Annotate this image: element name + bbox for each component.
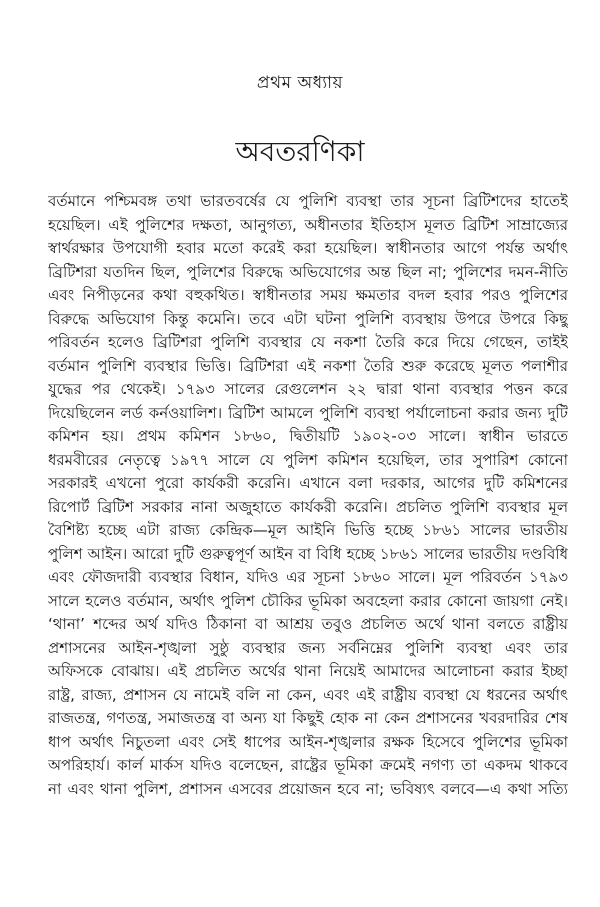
text-line: পুলিশ আইন। আরো দুটি গুরুত্বপূর্ণ আইন বা বিধি হচ্ছে ১৮৬১ সালের ভারতীয় দণ্ডবিধি (48, 544, 568, 563)
chapter-label: প্রথম অধ্যায় (256, 73, 344, 93)
chapter-title: অবতরণিকা (235, 135, 365, 168)
text-line: রাজতন্ত্র, গণতন্ত্র, সমাজতন্ত্র বা অন্য যা কিছুই হোক না কেন প্রশাসনের খবরদারির শেষ (48, 709, 568, 727)
text-line: বৈশিষ্ট্য হচ্ছে এটা রাজ্য কেন্দ্রিক—মূল আইনি ভিত্তি হচ্ছে ১৮৬১ সালের ভারতীয় (48, 521, 568, 539)
text-line: ব্রিটিশরা যতদিন ছিল, পুলিশের বিরুদ্ধে অভিযোগের অন্ত ছিল না; পুলিশের দমন-নীতি (48, 262, 568, 281)
text-line: সরকারই এখনো পুরো কার্যকরী করেনি। এখানে বলা দরকার, আগের দুটি কমিশনের (48, 474, 568, 492)
text-line: ধরমবীরের নেতৃত্বে ১৯৭৭ সালে যে পুলিশ কমিশন হয়েছিল, তার সুপারিশ কোনো (48, 450, 568, 469)
text-line: সালে হলেও বর্তমান, অর্থাৎ পুলিশ চৌকির ভূমিকা অবহেলা করার কোনো জায়গা নেই। (48, 591, 568, 610)
text-line: প্রশাসনের আইন-শৃঙ্খলা সুষ্ঠু ব্যবস্থার জন্য সর্বনিম্নের পুলিশি ব্যবস্থা এবং তার (48, 638, 568, 657)
text-line: এবং নিপীড়নের কথা বহুকথিত। স্বাধীনতার সময় ক্ষমতার বদল হবার পরও পুলিশের (48, 286, 568, 304)
text-line: ‘থানা’ শব্দের অর্থ যদিও ঠিকানা বা আশ্রয় তবুও প্রচলিত অর্থে থানা বলতে রাষ্ট্রীয় (48, 615, 568, 633)
text-line: হয়েছিল। এই পুলিশের দক্ষতা, আনুগত্য, অধীনতার ইতিহাস মূলত ব্রিটিশ সাম্রাজ্যের (48, 215, 568, 234)
text-line: রাষ্ট্র, রাজ্য, প্রশাসন যে নামেই বলি না কেন, এবং এই রাষ্ট্রীয় ব্যবস্থা যে ধরনের অর্থাৎ (48, 685, 568, 704)
text-line: স্বার্থরক্ষার উপযোগী হবার মতো করেই করা হয়েছিল। স্বাধীনতার আগে পর্যন্ত অর্থাৎ (48, 239, 568, 257)
text-line: পরিবর্তন হলেও ব্রিটিশরা পুলিশি ব্যবস্থার যে নকশা তৈরি করে দিয়ে গেছেন, তাইই (48, 333, 568, 351)
text-line: এবং ফৌজদারী ব্যবস্থার বিধান, যদিও এর সূচনা ১৮৬০ সালে। মূল পরিবর্তন ১৭৯৩ (48, 568, 568, 586)
text-line: বর্তমান পুলিশি ব্যবস্থার ভিত্তি। ব্রিটিশরা এই নকশা তৈরি শুরু করেছে মূলত পলাশীর (48, 356, 568, 375)
text-line: দিয়েছিলেন লর্ড কর্নওয়ালিশ। ব্রিটিশ আমলে পুলিশি ব্যবস্থা পর্যালোচনা করার জন্য দুটি (48, 403, 568, 422)
text-line: কমিশন হয়। প্রথম কমিশন ১৮৬০, দ্বিতীয়টি ১৯০২-০৩ সালে। স্বাধীন ভারতে (48, 427, 568, 445)
text-line: যুদ্ধের পর থেকেই। ১৭৯৩ সালের রেগুলেশন ২২ দ্বারা থানা ব্যবস্থার পত্তন করে (48, 380, 568, 398)
text-line: বিরুদ্ধে অভিযোগ কিন্তু কমেনি। তবে এটা ঘটনা পুলিশি ব্যবস্থায় উপরে উপরে কিছু (48, 309, 568, 328)
text-line: না এবং থানা পুলিশ, প্রশাসন এসবের প্রয়োজন হবে না; ভবিষ্যৎ বলবে—এ কথা সত্যি (48, 779, 568, 798)
text-line: রিপোর্ট ব্রিটিশ সরকার নানা অজুহাতে কার্যকরী করেনি। প্রচলিত পুলিশি ব্যবস্থার মূল (48, 497, 568, 516)
text-line: বর্তমানে পশ্চিমবঙ্গ তথা ভারতবর্ষের যে পুলিশি ব্যবস্থা তার সূচনা ব্রিটিশদের হাতেই (48, 192, 568, 210)
text-line: অপরিহার্য। কার্ল মার্কস যদিও বলেছেন, রাষ্ট্রের ভূমিকা ক্রমেই নগণ্য তা একদম থাকবে (48, 756, 568, 774)
text-line: অফিসকে বোঝায়। এই প্রচলিত অর্থের থানা নিয়েই আমাদের আলোচনা করার ইচ্ছা (48, 662, 568, 680)
body-text (48, 190, 568, 801)
text-line: ধাপ অর্থাৎ নিচুতলা এবং সেই ধাপের আইন-শৃঙ্খলার রক্ষক হিসেবে পুলিশের ভূমিকা (48, 732, 568, 751)
